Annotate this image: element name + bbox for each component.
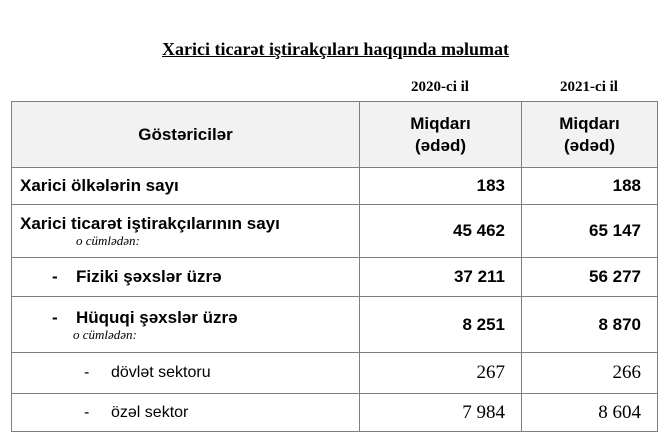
value-2021: 188 [522, 168, 658, 205]
row-label: Hüquqi şəxslər üzrə [76, 307, 238, 327]
row-note: o cümlədən: [73, 326, 137, 342]
table-row [12, 205, 658, 258]
row-dash: - [52, 267, 58, 286]
trade-participants-table [11, 101, 658, 432]
value-2021: 65 147 [522, 205, 658, 258]
year-2020-label: 2020-ci il [411, 79, 469, 95]
qty-header-2021 [522, 102, 658, 168]
page-title: Xarici ticarət iştirakçıları haqqında məlumat [162, 39, 509, 59]
table-row [12, 297, 658, 353]
value-2020: 7 984 [360, 394, 522, 432]
value-2021: 8 604 [522, 394, 658, 432]
row-dash: - [84, 364, 90, 381]
value-2021: 56 277 [522, 258, 658, 297]
qty-header-2020-line1: Miqdarı [410, 113, 471, 133]
qty-header-2020 [360, 102, 522, 168]
table-row [12, 258, 658, 297]
qty-header-2020-line2: (ədəd) [415, 135, 466, 155]
table-row [12, 168, 658, 205]
value-2021: 8 870 [522, 297, 658, 353]
row-label-cell [12, 258, 360, 297]
table-row [12, 353, 658, 394]
row-label: Xarici ölkələrin sayı [12, 168, 360, 205]
value-2020: 183 [360, 168, 522, 205]
table-row [12, 394, 658, 432]
value-2020: 8 251 [360, 297, 522, 353]
row-label: özəl sektor [111, 403, 189, 421]
row-label-cell [12, 394, 360, 432]
qty-header-2021-line2: (ədəd) [564, 135, 615, 155]
row-dash: - [84, 403, 90, 421]
row-label-cell [12, 205, 360, 258]
row-label: dövlət sektoru [111, 364, 211, 381]
value-2020: 267 [360, 353, 522, 394]
qty-header-2021-line1: Miqdarı [559, 113, 620, 133]
row-label: Xarici ticarət iştirakçılarının sayı [20, 214, 280, 233]
value-2020: 37 211 [360, 258, 522, 297]
row-note: o cümlədən: [76, 233, 140, 248]
row-dash: - [52, 307, 58, 327]
row-label-cell [12, 297, 360, 353]
row-label: Fiziki şəxslər üzrə [76, 267, 222, 286]
value-2021: 266 [522, 353, 658, 394]
table-header-row [12, 102, 658, 168]
row-label-cell [12, 353, 360, 394]
year-2021-label: 2021-ci il [560, 79, 618, 95]
indicator-header: Göstəricilər [12, 102, 360, 168]
value-2020: 45 462 [360, 205, 522, 258]
